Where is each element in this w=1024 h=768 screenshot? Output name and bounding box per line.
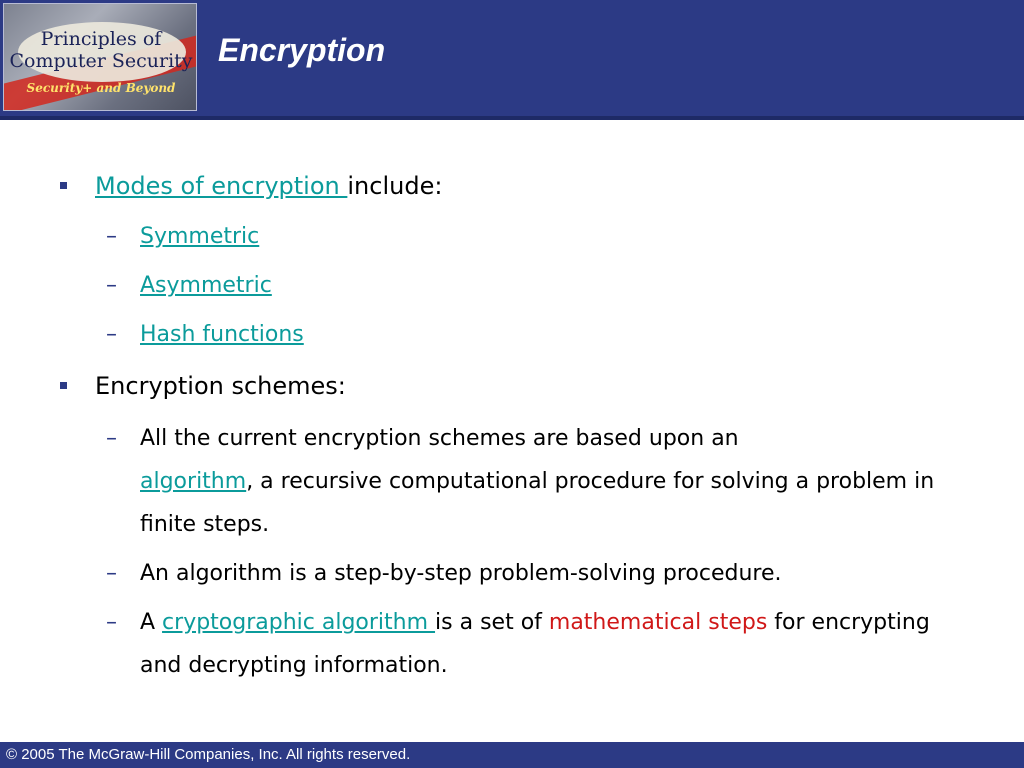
dash-icon: – bbox=[106, 322, 117, 347]
sub-item-cryptographic-algorithm bbox=[140, 601, 940, 687]
slide-title: Encryption bbox=[218, 32, 386, 68]
copyright-text: © 2005 The McGraw-Hill Companies, Inc. All rights reserved. bbox=[6, 746, 411, 763]
crypto-text-prefix: A bbox=[140, 610, 163, 635]
sub-item-algorithm-definition: An algorithm is a step-by-step problem-solving procedure. bbox=[140, 561, 782, 586]
dash-icon: – bbox=[106, 561, 117, 586]
bullet-modes bbox=[95, 171, 442, 201]
logo-line-2: Computer Security bbox=[9, 50, 193, 72]
header-divider bbox=[0, 116, 1024, 120]
asymmetric-link[interactable]: Asymmetric bbox=[140, 273, 272, 298]
sub-item-schemes-algorithm bbox=[140, 417, 940, 546]
slide-header bbox=[0, 0, 1024, 116]
sub-item-symmetric bbox=[140, 215, 940, 258]
bullet-schemes: Encryption schemes: bbox=[95, 372, 346, 400]
dash-icon: – bbox=[106, 273, 117, 298]
dash-icon: – bbox=[106, 610, 117, 635]
algorithm-link[interactable]: algorithm bbox=[140, 469, 247, 494]
sub-item-asymmetric bbox=[140, 264, 940, 307]
crypto-text-suffix: for encrypting and decrypting information. bbox=[140, 610, 930, 678]
schemes-text-prefix: All the current encryption schemes are based upon an bbox=[140, 426, 739, 451]
crypto-text-middle: is a set of bbox=[435, 610, 549, 635]
logo-tagline: Security+ and Beyond bbox=[26, 81, 176, 95]
book-logo bbox=[3, 3, 197, 111]
sub-item-hash bbox=[140, 313, 940, 356]
schemes-text-suffix: , a recursive computational procedure for solving a problem in finite steps. bbox=[140, 469, 935, 537]
cryptographic-algorithm-link[interactable]: cryptographic algorithm bbox=[162, 610, 436, 635]
modes-of-encryption-link[interactable]: Modes of encryption bbox=[95, 172, 348, 200]
bullet-icon bbox=[60, 382, 67, 389]
dash-icon: – bbox=[106, 224, 117, 249]
mathematical-steps-emphasis: mathematical steps bbox=[548, 610, 768, 635]
slide-footer bbox=[0, 742, 1024, 768]
hash-functions-link[interactable]: Hash functions bbox=[140, 322, 304, 347]
logo-line-1: Principles of bbox=[40, 28, 162, 50]
symmetric-link[interactable]: Symmetric bbox=[140, 224, 260, 249]
dash-icon: – bbox=[106, 426, 117, 451]
bullet-icon bbox=[60, 182, 67, 189]
modes-suffix: include: bbox=[347, 172, 443, 200]
